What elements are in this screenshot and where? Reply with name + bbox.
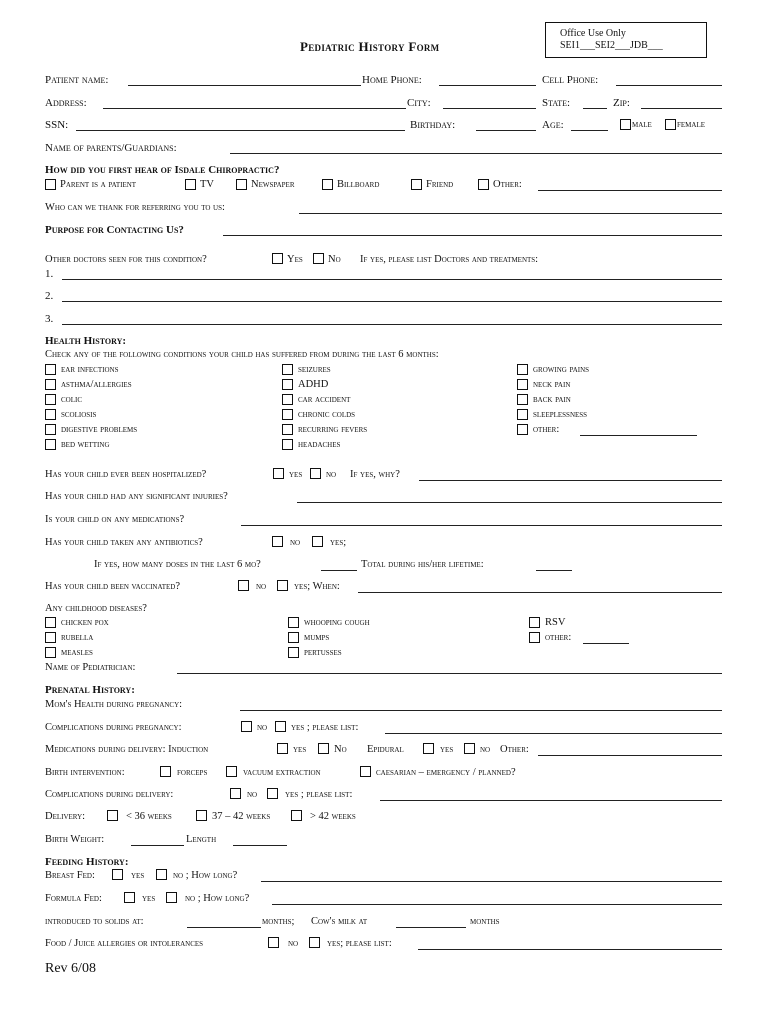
pertusses-checkbox[interactable]	[288, 647, 299, 658]
breast-fed-label: Breast Fed:	[45, 870, 95, 881]
back-pain-label: back pain	[533, 394, 571, 405]
female-checkbox[interactable]	[665, 119, 676, 130]
zip-field[interactable]	[641, 108, 722, 109]
female-label: female	[677, 119, 705, 130]
delivery-complications-label: Complications during delivery:	[45, 789, 174, 800]
doses-total-label: Total during his/her lifetime:	[361, 559, 484, 570]
forceps-checkbox[interactable]	[160, 766, 171, 777]
injuries-label: Has your child had any significant injuries?	[45, 491, 228, 502]
pertusses-label: pertusses	[304, 647, 342, 658]
patient-name-label: Patient name:	[45, 74, 109, 86]
antibiotics-label: Has your child taken any antibiotics?	[45, 537, 203, 548]
ear-infections-label: ear infections	[61, 364, 119, 375]
epidural-yes-label: yes	[440, 744, 454, 755]
allergies-label: Food / Juice allergies or intolerances	[45, 938, 204, 949]
doctor-line-3-number: 3.	[45, 313, 54, 325]
office-use-codes: SEI1___SEI2___JDB___	[560, 40, 663, 51]
allergies-field[interactable]	[418, 949, 722, 950]
hospitalized-yes-label: yes	[289, 469, 303, 480]
adhd-label: ADHD	[298, 379, 329, 390]
antibiotics-yes-checkbox[interactable]	[312, 536, 323, 547]
breast-fed-no-label: no ; How long?	[173, 870, 238, 881]
allergies-yes-label: yes; please list:	[327, 938, 392, 949]
length-field[interactable]	[233, 845, 287, 846]
delivery-comp-yes-label: yes ; please list:	[285, 789, 353, 800]
age-field[interactable]	[571, 130, 608, 131]
induction-no-label: No	[334, 744, 347, 755]
measles-checkbox[interactable]	[45, 647, 56, 658]
prenatal-heading: Prenatal History:	[45, 684, 135, 696]
mom-health-label: Mom's Health during pregnancy:	[45, 699, 183, 710]
friend-checkbox[interactable]	[411, 179, 422, 190]
birth-weight-label: Birth Weight:	[45, 834, 105, 845]
epidural-yes-checkbox[interactable]	[423, 743, 434, 754]
epidural-label: Epidural	[367, 744, 404, 755]
office-use-label: Office Use Only	[560, 28, 626, 39]
rsv-checkbox[interactable]	[529, 617, 540, 628]
friend-label: Friend	[426, 179, 454, 190]
whooping-cough-checkbox[interactable]	[288, 617, 299, 628]
cows-milk-label: Cow's milk at	[311, 916, 368, 927]
doctors-yes-checkbox[interactable]	[272, 253, 283, 264]
other-condition-checkbox[interactable]	[517, 424, 528, 435]
pediatrician-field[interactable]	[177, 673, 722, 674]
doctor-line-2-number: 2.	[45, 290, 54, 302]
home-phone-field[interactable]	[439, 85, 536, 86]
asthma-label: asthma/allergies	[61, 379, 132, 390]
recurring-fevers-checkbox[interactable]	[282, 424, 293, 435]
chicken-pox-label: chicken pox	[61, 617, 109, 628]
seizures-label: seizures	[298, 364, 331, 375]
parents-field[interactable]	[230, 153, 722, 154]
chronic-colds-checkbox[interactable]	[282, 409, 293, 420]
37-42-weeks-label: 37 – 42 weeks	[212, 811, 271, 822]
measles-label: measles	[61, 647, 93, 658]
pregnancy-complications-label: Complications during pregnancy:	[45, 722, 182, 733]
medications-label: Is your child on any medications?	[45, 514, 185, 525]
forceps-label: forceps	[177, 767, 208, 778]
rubella-label: rubella	[61, 632, 94, 643]
purpose-field[interactable]	[223, 235, 722, 236]
length-label: Length	[186, 834, 217, 845]
vaccinated-yes-label: yes; When:	[294, 581, 340, 592]
breast-fed-yes-label: yes	[131, 870, 145, 881]
birthday-label: Birthday:	[410, 119, 456, 131]
ssn-field[interactable]	[76, 130, 405, 131]
hospitalized-no-label: no	[326, 469, 337, 480]
induction-no-checkbox[interactable]	[318, 743, 329, 754]
doses-total-field[interactable]	[536, 570, 572, 571]
ssn-label: SSN:	[45, 119, 69, 131]
neck-pain-checkbox[interactable]	[517, 379, 528, 390]
billboard-label: Billboard	[337, 179, 380, 190]
formula-fed-yes-checkbox[interactable]	[124, 892, 135, 903]
rubella-checkbox[interactable]	[45, 632, 56, 643]
feeding-heading: Feeding History:	[45, 856, 129, 868]
patient-name-field[interactable]	[128, 85, 361, 86]
formula-fed-no-label: no ; How long?	[185, 893, 250, 904]
under-36-weeks-label: < 36 weeks	[126, 811, 172, 822]
form-title: Pediatric History Form	[300, 39, 440, 54]
delivery-label: Delivery:	[45, 811, 86, 822]
doses-field[interactable]	[321, 570, 357, 571]
city-label: City:	[407, 97, 431, 109]
epidural-no-label: no	[480, 744, 491, 755]
car-accident-checkbox[interactable]	[282, 394, 293, 405]
male-checkbox[interactable]	[620, 119, 631, 130]
antibiotics-no-checkbox[interactable]	[272, 536, 283, 547]
formula-fed-yes-label: yes	[142, 893, 156, 904]
colic-label: colic	[61, 394, 82, 405]
other-condition-label: other:	[533, 424, 560, 435]
headaches-label: headaches	[298, 439, 341, 450]
allergies-no-checkbox[interactable]	[268, 937, 279, 948]
adhd-checkbox[interactable]	[282, 379, 293, 390]
doctors-no-label: No	[328, 254, 341, 265]
back-pain-checkbox[interactable]	[517, 394, 528, 405]
over-42-weeks-checkbox[interactable]	[291, 810, 302, 821]
hospitalized-why-field[interactable]	[419, 480, 722, 481]
solids-label: introduced to solids at:	[45, 916, 144, 927]
hospitalized-why-label: If yes, why?	[350, 469, 400, 480]
other-hear-label: Other:	[493, 179, 522, 190]
caesarian-checkbox[interactable]	[360, 766, 371, 777]
newspaper-checkbox[interactable]	[236, 179, 247, 190]
delivery-comp-no-checkbox[interactable]	[230, 788, 241, 799]
doctors-yes-label: Yes	[287, 254, 303, 265]
other-doctors-label: Other doctors seen for this condition?	[45, 254, 207, 265]
induction-yes-label: yes	[293, 744, 307, 755]
over-42-weeks-label: > 42 weeks	[310, 811, 356, 822]
headaches-checkbox[interactable]	[282, 439, 293, 450]
state-field[interactable]	[583, 108, 607, 109]
digestive-label: digestive problems	[61, 424, 138, 435]
purpose-heading: Purpose for Contacting Us?	[45, 224, 184, 236]
allergies-no-label: no	[288, 938, 299, 949]
injuries-field[interactable]	[297, 502, 722, 503]
delivery-comp-field[interactable]	[380, 800, 722, 801]
medications-field[interactable]	[241, 525, 722, 526]
birth-intervention-label: Birth intervention:	[45, 767, 125, 778]
hospitalized-label: Has your child ever been hospitalized?	[45, 469, 207, 480]
bed-wetting-label: bed wetting	[61, 439, 110, 450]
cows-milk-months-label: months	[470, 916, 500, 927]
delivery-comp-no-label: no	[247, 789, 258, 800]
mom-health-field[interactable]	[240, 710, 722, 711]
thank-field[interactable]	[299, 213, 722, 214]
address-label: Address:	[45, 97, 87, 109]
age-label: Age:	[542, 119, 564, 131]
induction-yes-checkbox[interactable]	[277, 743, 288, 754]
doctors-no-checkbox[interactable]	[313, 253, 324, 264]
home-phone-label: Home Phone:	[362, 74, 422, 86]
epidural-no-checkbox[interactable]	[464, 743, 475, 754]
parents-label: Name of parents/Guardians:	[45, 142, 177, 154]
growing-pains-checkbox[interactable]	[517, 364, 528, 375]
breast-fed-yes-checkbox[interactable]	[112, 869, 123, 880]
under-36-weeks-checkbox[interactable]	[107, 810, 118, 821]
delivery-other-field[interactable]	[538, 755, 722, 756]
pregnancy-comp-no-checkbox[interactable]	[241, 721, 252, 732]
doctors-list-label: If yes, please list Doctors and treatments:	[360, 254, 539, 265]
pregnancy-comp-yes-label: yes ; please list:	[291, 722, 359, 733]
antibiotics-no-label: no	[290, 537, 301, 548]
formula-fed-label: Formula Fed:	[45, 893, 102, 904]
address-field[interactable]	[103, 108, 406, 109]
pregnancy-comp-no-label: no	[257, 722, 268, 733]
thank-label: Who can we thank for referring you to us:	[45, 202, 225, 213]
solids-months-label: months;	[262, 916, 295, 927]
car-accident-label: car accident	[298, 394, 351, 405]
male-label: male	[632, 119, 652, 130]
digestive-checkbox[interactable]	[45, 424, 56, 435]
antibiotics-yes-label: yes;	[330, 537, 347, 548]
rsv-label: RSV	[545, 617, 566, 628]
health-instructions: Check any of the following conditions your child has suffered from during the last 6 months:	[45, 349, 439, 360]
tv-checkbox[interactable]	[185, 179, 196, 190]
doctor-line-2[interactable]	[62, 301, 722, 302]
growing-pains-label: growing pains	[533, 364, 590, 375]
chronic-colds-label: chronic colds	[298, 409, 356, 420]
chicken-pox-checkbox[interactable]	[45, 617, 56, 628]
vaccinated-no-label: no	[256, 581, 267, 592]
breast-fed-field[interactable]	[261, 881, 722, 882]
delivery-comp-yes-checkbox[interactable]	[267, 788, 278, 799]
other-disease-field[interactable]	[583, 643, 629, 644]
vaccinated-label: Has your child been vaccinated?	[45, 581, 181, 592]
doctor-line-3[interactable]	[62, 324, 722, 325]
ear-infections-checkbox[interactable]	[45, 364, 56, 375]
newspaper-label: Newspaper	[251, 179, 295, 190]
formula-fed-no-checkbox[interactable]	[166, 892, 177, 903]
whooping-cough-label: whooping cough	[304, 617, 370, 628]
birthday-field[interactable]	[476, 130, 536, 131]
pregnancy-comp-yes-checkbox[interactable]	[275, 721, 286, 732]
cell-phone-field[interactable]	[616, 85, 722, 86]
seizures-checkbox[interactable]	[282, 364, 293, 375]
neck-pain-label: neck pain	[533, 379, 571, 390]
cows-milk-field[interactable]	[396, 927, 466, 928]
other-hear-checkbox[interactable]	[478, 179, 489, 190]
vaccinated-no-checkbox[interactable]	[238, 580, 249, 591]
city-field[interactable]	[443, 108, 536, 109]
colic-checkbox[interactable]	[45, 394, 56, 405]
diseases-heading: Any childhood diseases?	[45, 603, 147, 614]
other-disease-label: other:	[545, 632, 572, 643]
parent-patient-label: Parent is a patient	[60, 179, 137, 190]
billboard-checkbox[interactable]	[322, 179, 333, 190]
cell-phone-label: Cell Phone:	[542, 74, 599, 86]
asthma-checkbox[interactable]	[45, 379, 56, 390]
revision-label: Rev 6/08	[45, 961, 96, 976]
hospitalized-yes-checkbox[interactable]	[273, 468, 284, 479]
pediatrician-label: Name of Pediatrician:	[45, 662, 136, 673]
sleeplessness-checkbox[interactable]	[517, 409, 528, 420]
bed-wetting-checkbox[interactable]	[45, 439, 56, 450]
hear-heading: How did you first hear of Isdale Chiropractic?	[45, 164, 280, 176]
zip-label: Zip:	[613, 97, 630, 109]
scoliosis-label: scoliosis	[61, 409, 97, 420]
doses-label: If yes, how many doses in the last 6 mo?	[94, 559, 261, 570]
delivery-other-label: Other:	[500, 744, 529, 755]
breast-fed-no-checkbox[interactable]	[156, 869, 167, 880]
delivery-medications-label: Medications during delivery: Induction	[45, 744, 209, 755]
hospitalized-no-checkbox[interactable]	[310, 468, 321, 479]
caesarian-label: caesarian – emergency / planned?	[376, 767, 516, 778]
parent-patient-checkbox[interactable]	[45, 179, 56, 190]
other-hear-field[interactable]	[538, 190, 722, 191]
mumps-label: mumps	[304, 632, 330, 643]
recurring-fevers-label: recurring fevers	[298, 424, 368, 435]
mumps-checkbox[interactable]	[288, 632, 299, 643]
vaccinated-yes-checkbox[interactable]	[277, 580, 288, 591]
doctor-line-1[interactable]	[62, 279, 722, 280]
pregnancy-comp-field[interactable]	[385, 733, 722, 734]
health-heading: Health History:	[45, 335, 127, 347]
office-use-box	[545, 22, 707, 58]
37-42-weeks-checkbox[interactable]	[196, 810, 207, 821]
doctor-line-1-number: 1.	[45, 268, 54, 280]
vacuum-checkbox[interactable]	[226, 766, 237, 777]
scoliosis-checkbox[interactable]	[45, 409, 56, 420]
solids-field[interactable]	[187, 927, 261, 928]
sleeplessness-label: sleeplessness	[533, 409, 588, 420]
birth-weight-field[interactable]	[131, 845, 184, 846]
vaccinated-when-field[interactable]	[358, 592, 722, 593]
vacuum-label: vacuum extraction	[243, 767, 321, 778]
tv-label: TV	[200, 179, 214, 190]
other-disease-checkbox[interactable]	[529, 632, 540, 643]
allergies-yes-checkbox[interactable]	[309, 937, 320, 948]
state-label: State:	[542, 97, 571, 109]
formula-fed-field[interactable]	[272, 904, 722, 905]
other-condition-field[interactable]	[580, 435, 697, 436]
